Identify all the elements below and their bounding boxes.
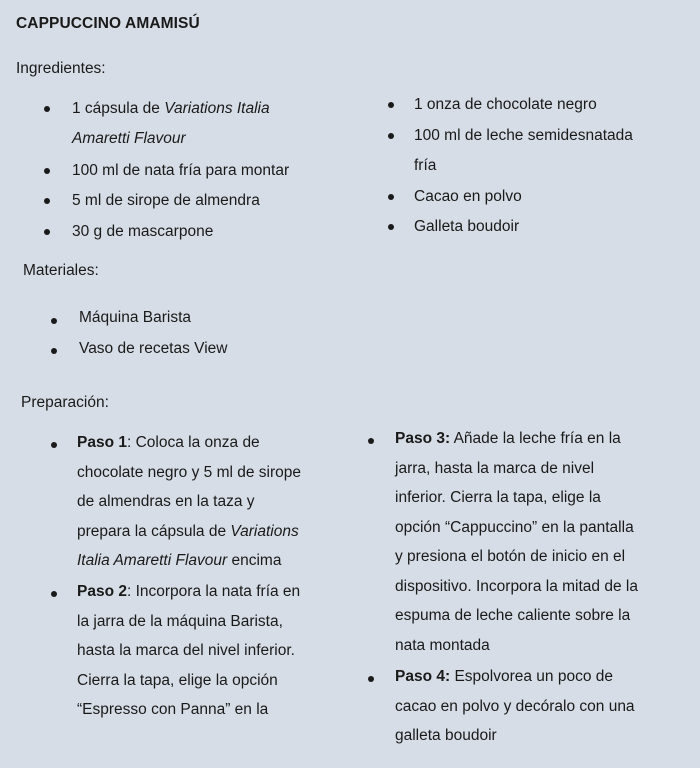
step-4-line: cacao en polvo y decóralo con una [395, 697, 635, 715]
step-2-line: “Espresso con Panna” en la [77, 701, 269, 718]
bullet-icon [388, 194, 394, 200]
step-3-label: Paso 3: [395, 430, 451, 447]
ingredient-text: 1 onza de chocolate negro [414, 96, 597, 113]
step-2-label: Paso 2 [77, 583, 127, 600]
materials-label: Materiales: [23, 262, 99, 279]
ingredient-text: Cacao en polvo [414, 188, 522, 205]
ingredient-text [414, 121, 633, 181]
step-3-line: jarra, hasta la marca de nivel [395, 459, 595, 477]
bullet-icon [51, 318, 57, 324]
bullet-icon [388, 102, 394, 108]
bullet-icon [388, 224, 394, 230]
step-1-italic: Italia Amaretti Flavour [77, 552, 228, 569]
recipe-title: CAPPUCCINO AMAMISÚ [16, 15, 200, 32]
bullet-icon [44, 198, 50, 204]
ingredient-text: 100 ml de nata fría para montar [72, 162, 290, 179]
step-2-line: Cierra la tapa, elige la opción [77, 671, 278, 689]
step-3-line: opción “Cappuccino” en la pantalla [395, 518, 634, 536]
step-1-line: encima [227, 552, 282, 569]
step-3-line: espuma de leche caliente sobre la [395, 607, 631, 624]
bullet-icon [51, 442, 57, 448]
step-1-line: de almendras en la taza y [77, 493, 255, 510]
bullet-icon [44, 229, 50, 235]
ingredient-italic: Variations Italia [164, 100, 270, 117]
ingredient-italic-line2: Amaretti Flavour [72, 130, 186, 147]
step-4 [395, 662, 635, 751]
ingredients-label: Ingredientes: [16, 60, 106, 77]
step-2 [77, 577, 300, 725]
bullet-icon [51, 591, 57, 597]
bullet-icon [44, 106, 50, 112]
ingredient-text: 30 g de mascarpone [72, 223, 214, 240]
ingredient-line1: 100 ml de leche semidesnatada [414, 127, 633, 144]
step-3-line: y presiona el botón de inicio en el [395, 548, 626, 565]
step-3-line: nata montada [395, 636, 490, 654]
step-4-label: Paso 4: [395, 668, 451, 685]
step-1-line: chocolate negro y 5 ml de sirope [77, 463, 302, 481]
step-1-italic: Variations [230, 522, 299, 540]
ingredient-prefix: 1 cápsula de [72, 100, 165, 117]
step-4-line: Espolvorea un poco de [450, 668, 614, 685]
step-3 [395, 424, 638, 660]
step-1-label: Paso 1 [77, 434, 127, 451]
step-3-line: Añade la leche fría en la [450, 430, 621, 447]
material-text: Máquina Barista [79, 309, 192, 326]
step-2-line: hasta la marca del nivel inferior. [77, 642, 295, 659]
preparation-label: Preparación: [21, 394, 109, 411]
ingredient-line2: fría [414, 157, 437, 174]
step-1-line: : Coloca la onza de [126, 434, 260, 451]
bullet-icon [44, 168, 50, 174]
ingredient-text: Galleta boudoir [414, 218, 520, 235]
step-2-line: la jarra de la máquina Barista, [77, 612, 283, 630]
step-2-line: : Incorpora la nata fría en [126, 583, 301, 600]
bullet-icon [388, 133, 394, 139]
step-3-line: inferior. Cierra la tapa, elige la [395, 489, 601, 506]
bullet-icon [368, 676, 374, 682]
bullet-icon [368, 438, 374, 444]
step-1-line: prepara la cápsula de [77, 522, 231, 540]
step-1 [77, 428, 301, 576]
ingredient-text [72, 94, 270, 154]
step-4-line: galleta boudoir [395, 727, 497, 744]
bullet-icon [51, 348, 57, 354]
material-text: Vaso de recetas View [79, 340, 228, 357]
step-3-line: dispositivo. Incorpora la mitad de la [395, 577, 638, 595]
ingredient-text: 5 ml de sirope de almendra [72, 192, 260, 209]
